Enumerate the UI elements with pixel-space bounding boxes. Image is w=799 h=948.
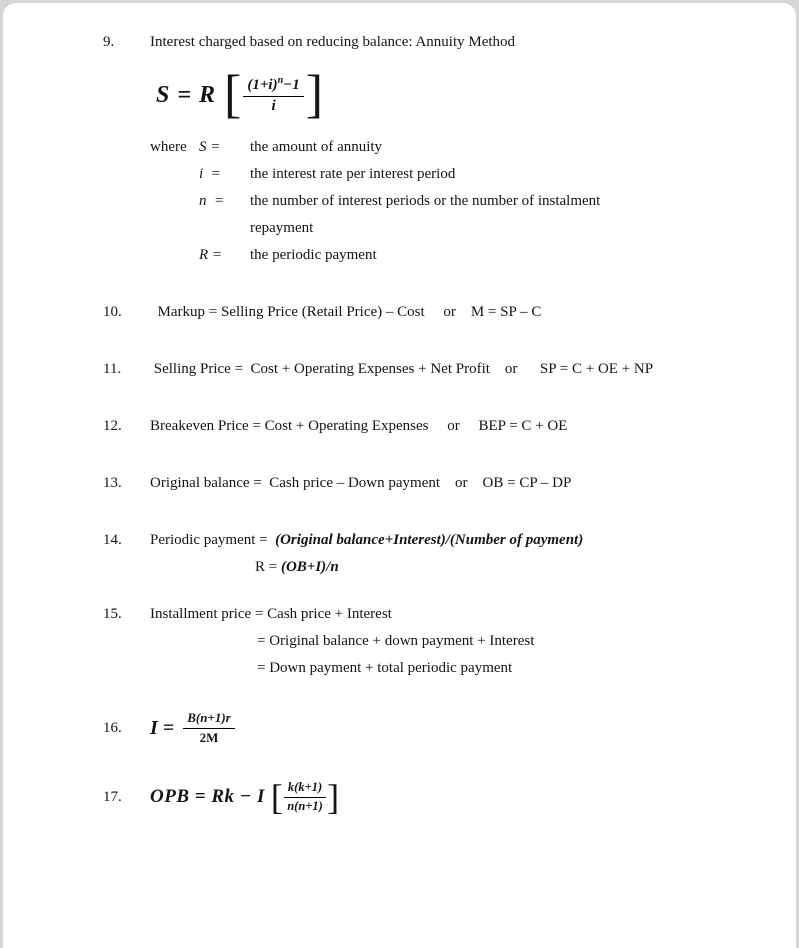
formula-lhs: S = R bbox=[156, 81, 217, 108]
item-number: 13. bbox=[103, 475, 122, 491]
formula-item-17 bbox=[103, 776, 758, 817]
fraction bbox=[243, 75, 303, 115]
symbol: R = bbox=[199, 247, 223, 263]
formula-lhs: I = bbox=[150, 716, 175, 739]
definition-row bbox=[150, 215, 758, 242]
formula-item-11 bbox=[103, 360, 758, 379]
definition-row bbox=[150, 242, 758, 269]
formula-item-16 bbox=[103, 710, 758, 746]
formula-item-12-wrap bbox=[103, 417, 758, 436]
formula-item-9 bbox=[103, 33, 758, 269]
where-definitions bbox=[150, 134, 758, 269]
formula-bold-part: (Original balance+Interest)/(Number of payment) bbox=[275, 532, 584, 548]
item-15-body bbox=[150, 605, 758, 678]
formula-item-13 bbox=[103, 474, 758, 493]
outstanding-balance-formula bbox=[150, 776, 758, 817]
right-bracket: ] bbox=[327, 776, 340, 817]
interest-formula bbox=[150, 710, 758, 746]
item-9-body bbox=[150, 33, 758, 269]
formula-text: Selling Price = Cost + Operating Expenses + Net Profit or SP = C + OE + NP bbox=[150, 361, 654, 377]
formula-item-14-wrap bbox=[103, 531, 758, 577]
formula-line-3: = Down payment + total periodic payment bbox=[257, 660, 513, 676]
left-bracket: [ bbox=[224, 65, 242, 124]
formula-text: Breakeven Price = Cost + Operating Expenses or BEP = C + OE bbox=[150, 418, 568, 434]
formula-short-form bbox=[255, 558, 758, 577]
formula-item-15-wrap bbox=[103, 605, 758, 678]
fraction bbox=[183, 710, 235, 746]
item-number: 14. bbox=[103, 532, 122, 548]
where-label: where bbox=[150, 139, 187, 155]
formula-bold-part: (OB+I)/n bbox=[280, 559, 339, 575]
item-10-body bbox=[150, 303, 758, 322]
item-13-body bbox=[150, 474, 758, 493]
formula-lhs: OPB = Rk − I bbox=[150, 786, 265, 807]
formula-item-11-wrap bbox=[103, 360, 758, 379]
item-number: 16. bbox=[103, 719, 122, 736]
numerator bbox=[243, 75, 303, 97]
symbol: i = bbox=[199, 166, 221, 182]
formula-text: Original balance = Cash price – Down payment or OB = CP – DP bbox=[150, 475, 572, 491]
fraction bbox=[284, 780, 326, 814]
item-11-body bbox=[150, 360, 758, 379]
document-page bbox=[3, 3, 796, 948]
where-label bbox=[150, 242, 199, 269]
formula-prefix: Periodic payment = bbox=[150, 532, 276, 548]
item-title: Interest charged based on reducing balance: Annuity Method bbox=[150, 34, 516, 50]
denominator: 2M bbox=[199, 730, 219, 745]
where-label bbox=[150, 188, 199, 215]
item-number: 12. bbox=[103, 418, 122, 434]
definition-text: the interest rate per interest period bbox=[250, 166, 456, 182]
formula-item-10-wrap bbox=[103, 303, 758, 322]
formula-line-2: = Original balance + down payment + Interest bbox=[257, 633, 535, 649]
numerator: B(n+1)r bbox=[183, 710, 235, 729]
item-number: 10. bbox=[103, 304, 122, 320]
formula-item-17-wrap bbox=[103, 776, 758, 817]
where-label bbox=[150, 215, 199, 242]
exponent: n bbox=[277, 75, 284, 86]
definition-row bbox=[150, 188, 758, 215]
formula-line-1: Installment price = Cash price + Interest bbox=[150, 606, 392, 622]
formula-text bbox=[150, 531, 758, 550]
item-number: 17. bbox=[103, 788, 122, 805]
formula-prefix: R = bbox=[255, 559, 281, 575]
definition-row bbox=[150, 134, 758, 161]
numerator-tail: −1 bbox=[283, 77, 300, 93]
definition-text: the number of interest periods or the number of instalment bbox=[250, 193, 601, 209]
where-label bbox=[150, 161, 199, 188]
left-bracket: [ bbox=[270, 776, 283, 817]
formula-item-10 bbox=[103, 303, 758, 322]
annuity-formula bbox=[156, 65, 758, 124]
formula-text: Markup = Selling Price (Retail Price) – Cost or M = SP – C bbox=[150, 304, 542, 320]
numerator: k(k+1) bbox=[284, 780, 326, 798]
definition-text: repayment bbox=[250, 220, 314, 236]
denominator: i bbox=[271, 98, 276, 114]
item-12-body bbox=[150, 417, 758, 436]
symbol bbox=[199, 215, 250, 242]
symbol: n = bbox=[199, 193, 225, 209]
numerator-text: (1+i) bbox=[247, 77, 278, 93]
symbol: S = bbox=[199, 139, 221, 155]
formula-item-16-wrap bbox=[103, 710, 758, 746]
item-14-body bbox=[150, 531, 758, 577]
formula-item-13-wrap bbox=[103, 474, 758, 493]
item-number: 15. bbox=[103, 606, 122, 622]
formula-item-12 bbox=[103, 417, 758, 436]
definition-text: the amount of annuity bbox=[250, 139, 383, 155]
formula-item-15 bbox=[103, 605, 758, 678]
item-number: 9. bbox=[103, 34, 115, 50]
formula-item-14 bbox=[103, 531, 758, 577]
item-number: 11. bbox=[103, 361, 122, 377]
definition-text: the periodic payment bbox=[250, 247, 377, 263]
right-bracket: ] bbox=[305, 65, 324, 124]
denominator: n(n+1) bbox=[287, 799, 323, 813]
definition-row bbox=[150, 161, 758, 188]
